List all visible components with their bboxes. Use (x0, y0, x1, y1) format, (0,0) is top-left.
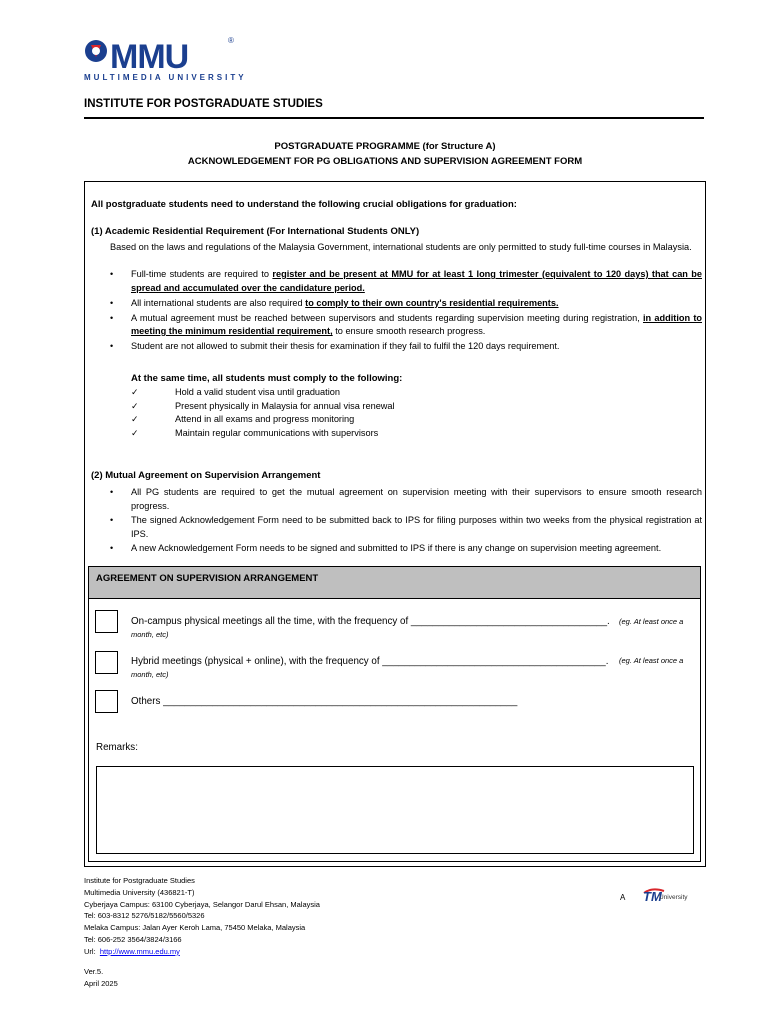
section1-bullets (110, 268, 702, 355)
list-item: • Full-time students are required to register and be present at MMU for at least 1 long trimester (equivalent to 120 days) that can be spread and accumulated over the candidature period. (110, 268, 702, 295)
agreement-title: AGREEMENT ON SUPERVISION ARRANGEMENT (96, 573, 319, 584)
programme-title: POSTGRADUATE PROGRAMME (for Structure A) (274, 141, 496, 152)
on-campus-frequency-note: (eg. At least once a (619, 617, 684, 626)
on-campus-checkbox[interactable] (95, 610, 118, 633)
intro-text: All postgraduate students need to understand the following crucial obligations for graduation: (91, 199, 517, 210)
tm-university-label: University (659, 894, 688, 901)
website-link[interactable]: http://www.mmu.edu.my (99, 946, 180, 956)
hybrid-frequency-note: (eg. At least once a (619, 656, 684, 665)
list-item: • All PG students are required to get the mutual agreement on supervision meeting with their supervisors to ensure smooth research progress. (110, 486, 702, 513)
check-icon: ✓ (131, 427, 139, 438)
version-date: April 2025 (84, 978, 118, 988)
list-item: ✓ Present physically in Malaysia for annual visa renewal (131, 400, 531, 414)
list-item: • Student are not allowed to submit their thesis for examination if they fail to fulfil the 120 days requirement. (110, 340, 702, 354)
institute-heading: INSTITUTE FOR POSTGRADUATE STUDIES (84, 98, 323, 110)
section1-body: Based on the laws and regulations of the Malaysia Government, international students are only permitted to study full-time courses in Malaysia. (110, 242, 692, 252)
list-item: ✓ Hold a valid student visa until graduation (131, 386, 531, 400)
on-campus-option-label: On-campus physical meetings all the time, with the frequency of ____________________________________. (131, 616, 610, 627)
list-item: ✓ Attend in all exams and progress monitoring (131, 413, 531, 427)
logo-wordmark: MMU (110, 38, 189, 76)
logo-subtitle: MULTIMEDIA UNIVERSITY (84, 73, 247, 82)
url-label: Url: (84, 946, 96, 956)
others-option-label: Others _________________________________________________________________ (131, 696, 518, 707)
compliance-checklist (131, 386, 531, 440)
tm-wordmark: TM (643, 889, 662, 904)
registered-mark: ® (228, 36, 234, 45)
list-item: • A mutual agreement must be reached between supervisors and students regarding supervision meeting during registration, in addition to meeting the minimum residential requirement, to ensure smooth research progress. (110, 312, 702, 339)
hybrid-checkbox[interactable] (95, 651, 118, 674)
section1-heading: (1) Academic Residential Requirement (For International Students ONLY) (91, 226, 420, 237)
list-item: • A new Acknowledgement Form needs to be signed and submitted to IPS if there is any change on supervision meeting agreement. (110, 542, 702, 556)
form-title: ACKNOWLEDGEMENT FOR PG OBLIGATIONS AND SUPERVISION AGREEMENT FORM (187, 156, 583, 167)
header-divider (84, 117, 704, 119)
hybrid-frequency-note-cont: month, etc) (131, 670, 169, 679)
check-icon: ✓ (131, 400, 139, 411)
hybrid-option-label: Hybrid meetings (physical + online), with the frequency of _________________________________________. (131, 656, 609, 667)
list-item: ✓ Maintain regular communications with supervisors (131, 427, 531, 441)
others-checkbox[interactable] (95, 690, 118, 713)
check-icon: ✓ (131, 387, 139, 397)
section2-bullets (110, 486, 702, 557)
remarks-label: Remarks: (96, 742, 138, 753)
version-number: Ver.5. (84, 967, 104, 976)
list-item: • The signed Acknowledgement Form need to be submitted back to IPS for filing purposes within two weeks from the physical registration at IPS. (110, 514, 702, 541)
check-icon: ✓ (131, 414, 139, 424)
section2-heading: (2) Mutual Agreement on Supervision Arrangement (91, 470, 321, 481)
compliance-heading: At the same time, all students must comply to the following: (131, 373, 403, 384)
remarks-field[interactable] (96, 766, 694, 854)
tm-prefix: A (620, 893, 626, 902)
on-campus-frequency-note-cont: month, etc) (131, 630, 169, 639)
footer-address: Institute for Postgraduate Studies Multimedia University (436821-T) Cyberjaya Campus: 63100 Cyberjaya, Selangor Darul Ehsan, Malaysia Tel: 603-8312 5276/5182/5560/5326 Melaka Campus: Jalan Ayer Keroh Lama, 75450 Melaka, Malaysia Tel: 606-252 3564/3824/3166 Url: http://www.mmu.edu.my (84, 876, 320, 956)
version-info (84, 966, 118, 990)
list-item: • All international students are also required to comply to their own country's residential requirements. (110, 297, 702, 311)
